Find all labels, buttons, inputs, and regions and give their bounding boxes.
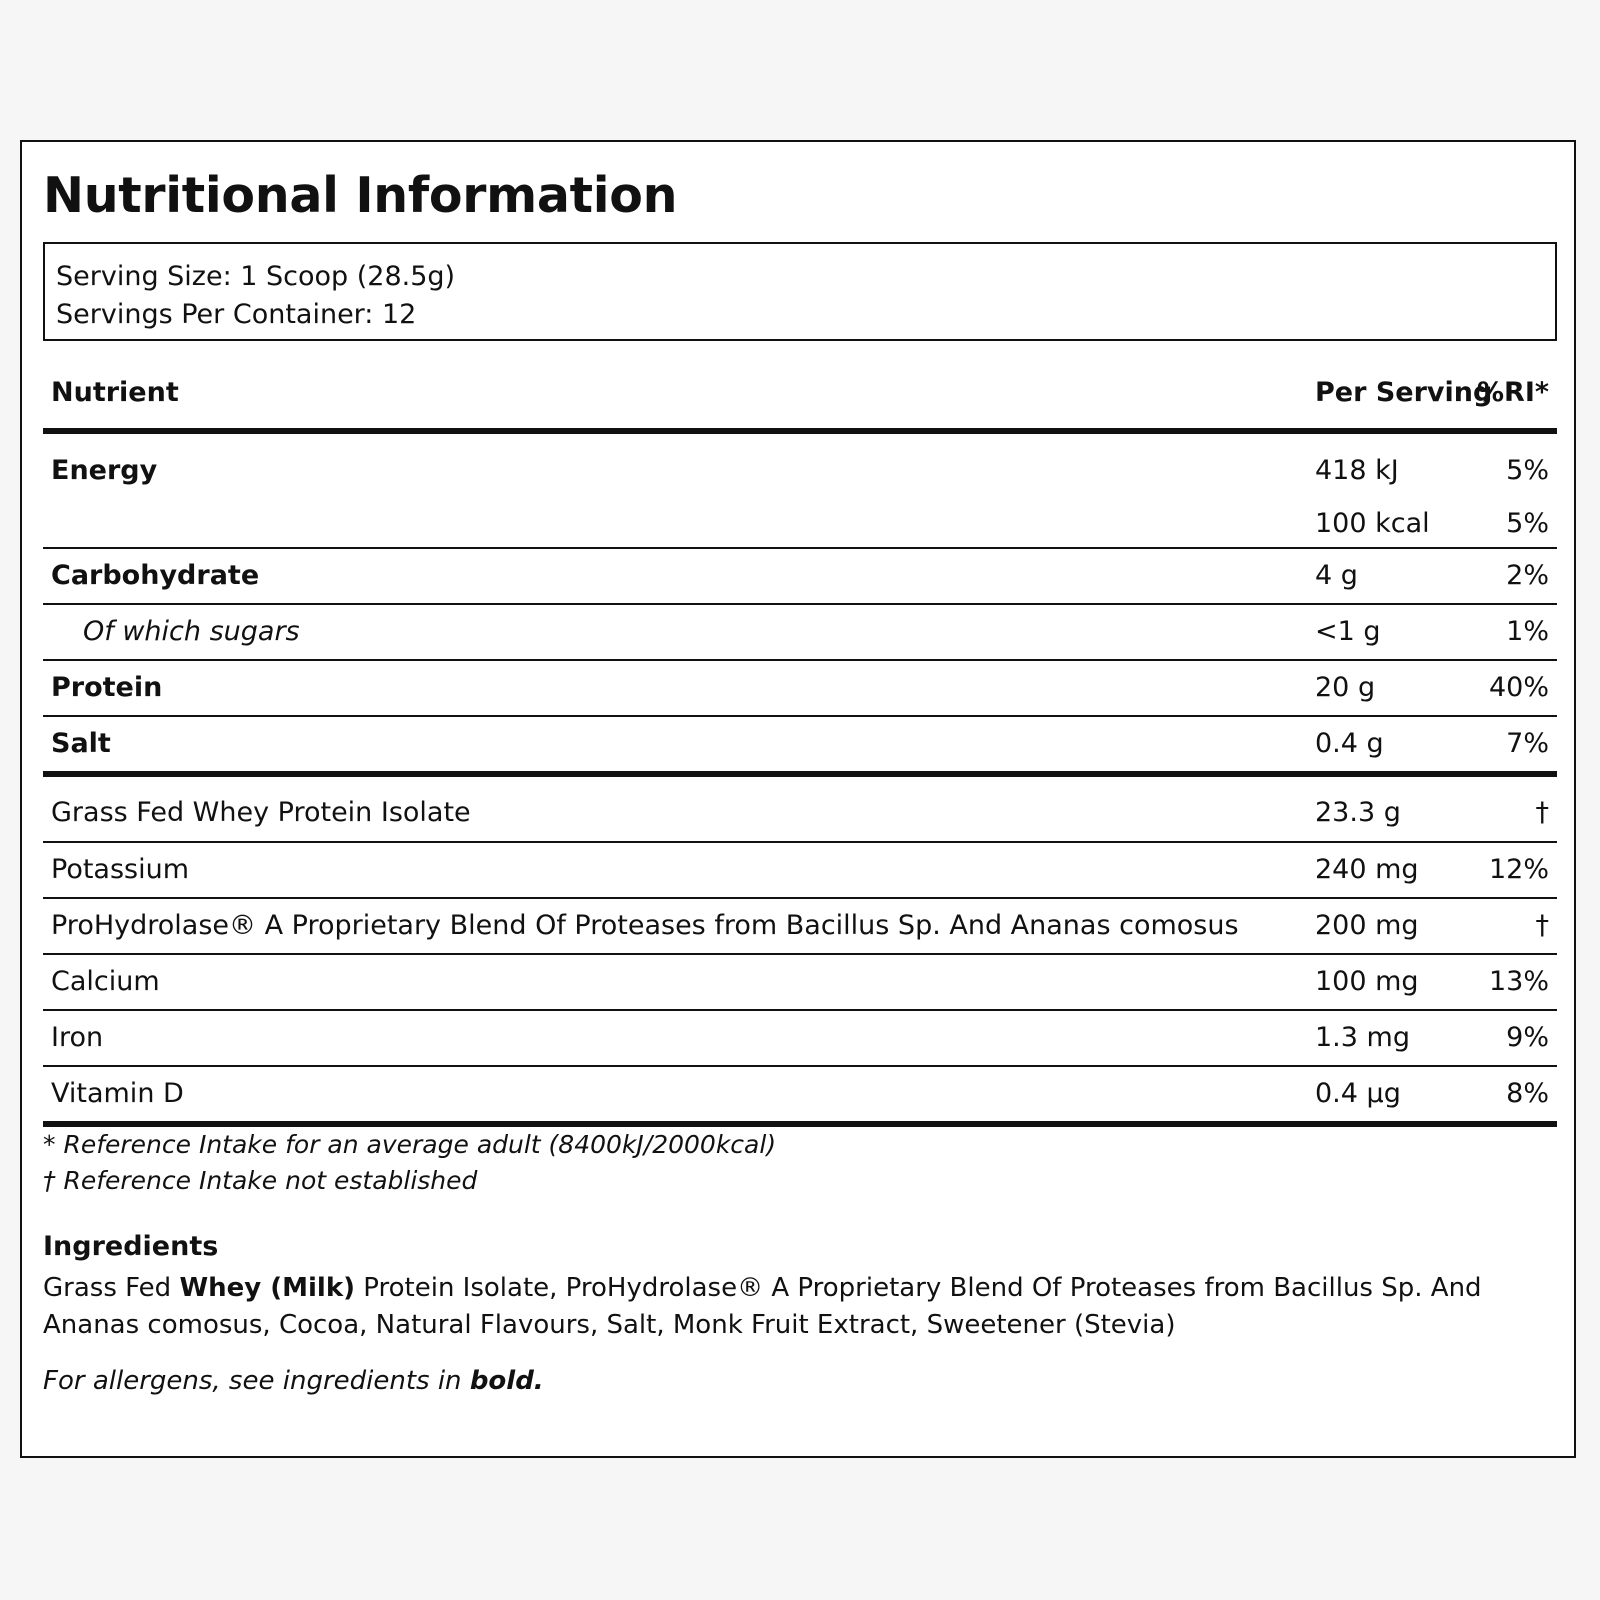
extra-nutrient-ri: 9% (1506, 1022, 1549, 1053)
ingredients-heading: Ingredients (43, 1231, 219, 1262)
protein-label: Protein (51, 672, 163, 703)
table-row-energy (43, 434, 1557, 549)
nutrition-table (43, 357, 1557, 1127)
ingredients-part-1: Grass Fed (43, 1273, 180, 1303)
energy-kj-value: 418 kJ (1315, 455, 1399, 486)
dagger-footnote: † Reference Intake not established (43, 1166, 478, 1195)
table-row-sugars (43, 605, 1557, 661)
sugars-ri: 1% (1506, 616, 1549, 647)
extra-nutrient-value: 240 mg (1315, 854, 1419, 885)
extra-nutrient-label: Grass Fed Whey Protein Isolate (51, 797, 471, 828)
ingredients-text (43, 1270, 1557, 1344)
table-row (43, 1011, 1557, 1067)
footnotes (43, 1127, 776, 1199)
ri-footnote: * Reference Intake for an average adult (8400kJ/2000kcal) (43, 1130, 777, 1159)
extra-nutrient-value: 1.3 mg (1315, 1022, 1410, 1053)
energy-label: Energy (51, 455, 158, 486)
extra-nutrient-value: 100 mg (1315, 966, 1419, 997)
extra-nutrient-ri: 8% (1506, 1078, 1549, 1109)
table-row (43, 777, 1557, 843)
table-row-salt (43, 717, 1557, 777)
table-row-protein (43, 661, 1557, 717)
carbohydrate-value: 4 g (1315, 560, 1358, 591)
serving-size: Serving Size: 1 Scoop (28.5g) (56, 261, 456, 292)
nutrition-label (20, 140, 1576, 1458)
extra-nutrient-label: Potassium (51, 854, 190, 885)
carbohydrate-label: Carbohydrate (51, 560, 260, 591)
ingredients-allergen: Whey (Milk) (179, 1273, 356, 1303)
servings-per-container: Servings Per Container: 12 (56, 299, 417, 330)
header-nutrient: Nutrient (51, 377, 179, 408)
salt-value: 0.4 g (1315, 728, 1384, 759)
header-per-serving: Per Serving (1315, 377, 1493, 408)
table-row (43, 1067, 1557, 1127)
table-row (43, 843, 1557, 899)
allergen-note (43, 1363, 544, 1399)
extra-nutrient-label: Iron (51, 1022, 104, 1053)
energy-kj-ri: 5% (1506, 455, 1549, 486)
table-row-carbohydrate (43, 549, 1557, 605)
extra-nutrient-value: 200 mg (1315, 910, 1419, 941)
extra-nutrient-value: 23.3 g (1315, 797, 1401, 828)
table-row (43, 899, 1557, 955)
serving-info-box (43, 242, 1557, 341)
energy-kcal-value: 100 kcal (1315, 508, 1430, 539)
allergen-note-bold: bold. (469, 1366, 544, 1396)
protein-ri: 40% (1488, 672, 1549, 703)
extra-nutrient-label: Calcium (51, 966, 160, 997)
protein-value: 20 g (1315, 672, 1376, 703)
extra-nutrient-value: 0.4 µg (1315, 1078, 1401, 1109)
salt-ri: 7% (1506, 728, 1549, 759)
salt-label: Salt (51, 728, 111, 759)
extra-nutrient-ri: 13% (1488, 966, 1549, 997)
extra-nutrient-ri: 12% (1488, 854, 1549, 885)
extra-nutrient-label: ProHydrolase® A Proprietary Blend Of Proteases from Bacillus Sp. And Ananas comosus (51, 910, 1239, 941)
extra-nutrient-ri: † (1535, 910, 1549, 941)
sugars-value: <1 g (1315, 616, 1381, 647)
table-row (43, 955, 1557, 1011)
header-ri: %RI* (1476, 377, 1549, 408)
extra-nutrient-ri: † (1535, 797, 1549, 828)
table-header-row (43, 357, 1557, 434)
energy-kcal-ri: 5% (1506, 508, 1549, 539)
page-title: Nutritional Information (43, 167, 678, 224)
extra-nutrient-label: Vitamin D (51, 1078, 184, 1109)
sugars-label: Of which sugars (83, 616, 300, 647)
ingredients-part-2: Protein Isolate, ProHydrolase® A Proprietary Blend Of Proteases from Bacillus Sp. And Ananas comosus, Cocoa, Natural Flavours, Salt, Monk Fruit Extract, Sweetener (Stevia) (43, 1273, 1482, 1340)
allergen-note-text: For allergens, see ingredients in (43, 1366, 470, 1396)
carbohydrate-ri: 2% (1506, 560, 1549, 591)
